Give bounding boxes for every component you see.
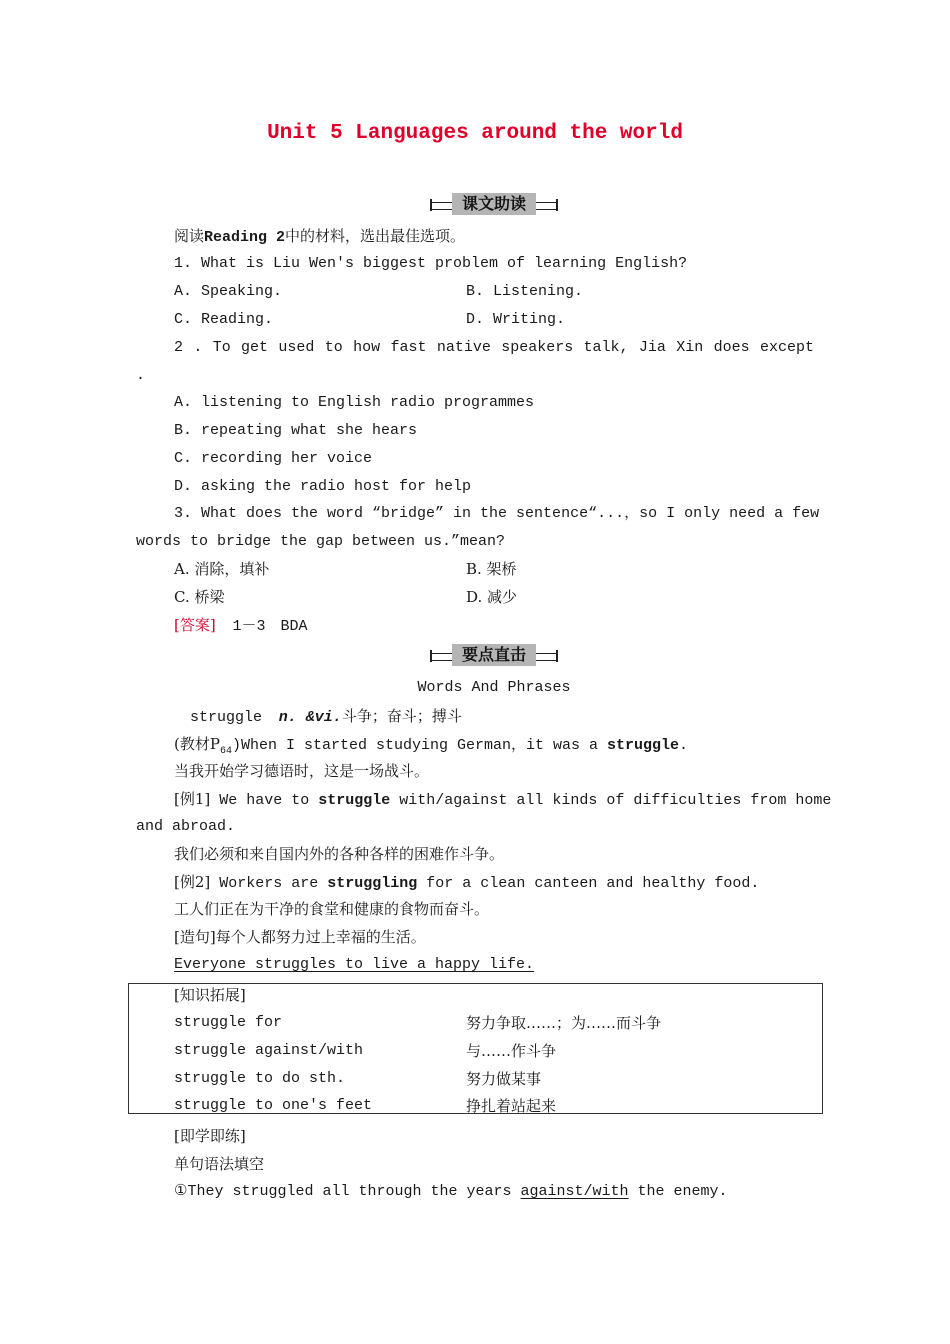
question-2-option-c: C. recording her voice [174, 450, 373, 467]
answer-label: [答案] [174, 616, 216, 634]
expansion-label: [知识拓展] [174, 986, 246, 1004]
answer-text: 1－3 BDA [232, 618, 308, 635]
expansion-meaning: 努力做某事 [466, 1070, 542, 1088]
sentence-making-answer: Everyone struggles to live a happy life. [174, 956, 535, 973]
question-3-option-b: B. 架桥 [466, 560, 517, 578]
expansion-phrase: struggle against/with [174, 1042, 364, 1059]
question-2-stem: 2 . To get used to how fast native speakers talk, Jia Xin does except [174, 339, 814, 356]
section-banner-keypoints [430, 644, 558, 668]
example-2-translation: 工人们正在为干净的食堂和健康的食物而奋斗。 [174, 900, 490, 918]
question-3-option-d: D. 减少 [466, 588, 518, 606]
question-1-option-b: B. Listening. [466, 283, 584, 300]
expansion-meaning: 挣扎着站起来 [466, 1097, 557, 1115]
question-1-option-d: D. Writing. [466, 311, 566, 328]
question-2-option-a: A. listening to English radio programmes [174, 394, 535, 411]
entry-word: struggle [190, 709, 263, 726]
question-2-stem-tail: . [136, 367, 146, 384]
question-2-option-d: D. asking the radio host for help [174, 478, 472, 495]
banner-label: 要点直击 [452, 644, 536, 666]
example-1-translation: 我们必须和来自国内外的各种各样的困难作斗争。 [174, 845, 505, 863]
entry-meaning: 斗争；奋斗；搏斗 [341, 707, 462, 725]
expansion-meaning: 努力争取……；为……而斗争 [466, 1014, 662, 1032]
expansion-phrase: struggle to do sth. [174, 1070, 346, 1087]
question-3-option-a: A. 消除，填补 [174, 560, 270, 578]
example-2: [例2] Workers are struggling for a clean canteen and healthy food. [174, 873, 760, 892]
expansion-meaning: 与……作斗争 [466, 1042, 557, 1060]
question-1-option-a: A. Speaking. [174, 283, 283, 300]
expansion-phrase: struggle for [174, 1014, 283, 1031]
page-title: Unit 5 Languages around the world [267, 122, 683, 145]
section-banner-reading [430, 193, 558, 217]
practice-instruction: 单句语法填空 [174, 1155, 265, 1173]
sentence-making: [造句]每个人都努力过上幸福的生活。 [174, 928, 426, 946]
question-3-option-c: C. 桥梁 [174, 588, 225, 606]
banner-label: 课文助读 [452, 193, 536, 215]
textbook-example: (教材$P_{64})When$ I started studying German，it was a struggle. [174, 735, 689, 757]
practice-item-1-answer: against/with [520, 1183, 629, 1200]
vocab-entry [190, 706, 462, 728]
entry-pos: n. &vi. [278, 709, 342, 726]
question-1-option-c: C. Reading. [174, 311, 274, 328]
words-heading: Words And Phrases [417, 679, 571, 696]
question-2-option-b: B. repeating what she hears [174, 422, 418, 439]
practice-item-1: ①They struggled all through the years against/with the enemy. [174, 1183, 728, 1200]
question-3-stem-line2: words to bridge the gap between us.”mean? [136, 533, 506, 550]
reading-intro: 阅读Reading 2中的材料，选出最佳选项。 [174, 227, 466, 246]
example-1-line2: and abroad. [136, 818, 236, 835]
question-3-stem: 3. What does the word “bridge” in the sentence“...，so I only need a few [174, 505, 820, 522]
expansion-phrase: struggle to one's feet [174, 1097, 373, 1114]
answer-line [174, 615, 308, 637]
practice-label: [即学即练] [174, 1127, 246, 1145]
example-1: [例1] We have to struggle with/against all kinds of difficulties from home [174, 790, 832, 809]
question-1-stem: 1. What is Liu Wen's biggest problem of learning English? [174, 255, 688, 272]
textbook-example-translation: 当我开始学习德语时，这是一场战斗。 [174, 762, 430, 780]
